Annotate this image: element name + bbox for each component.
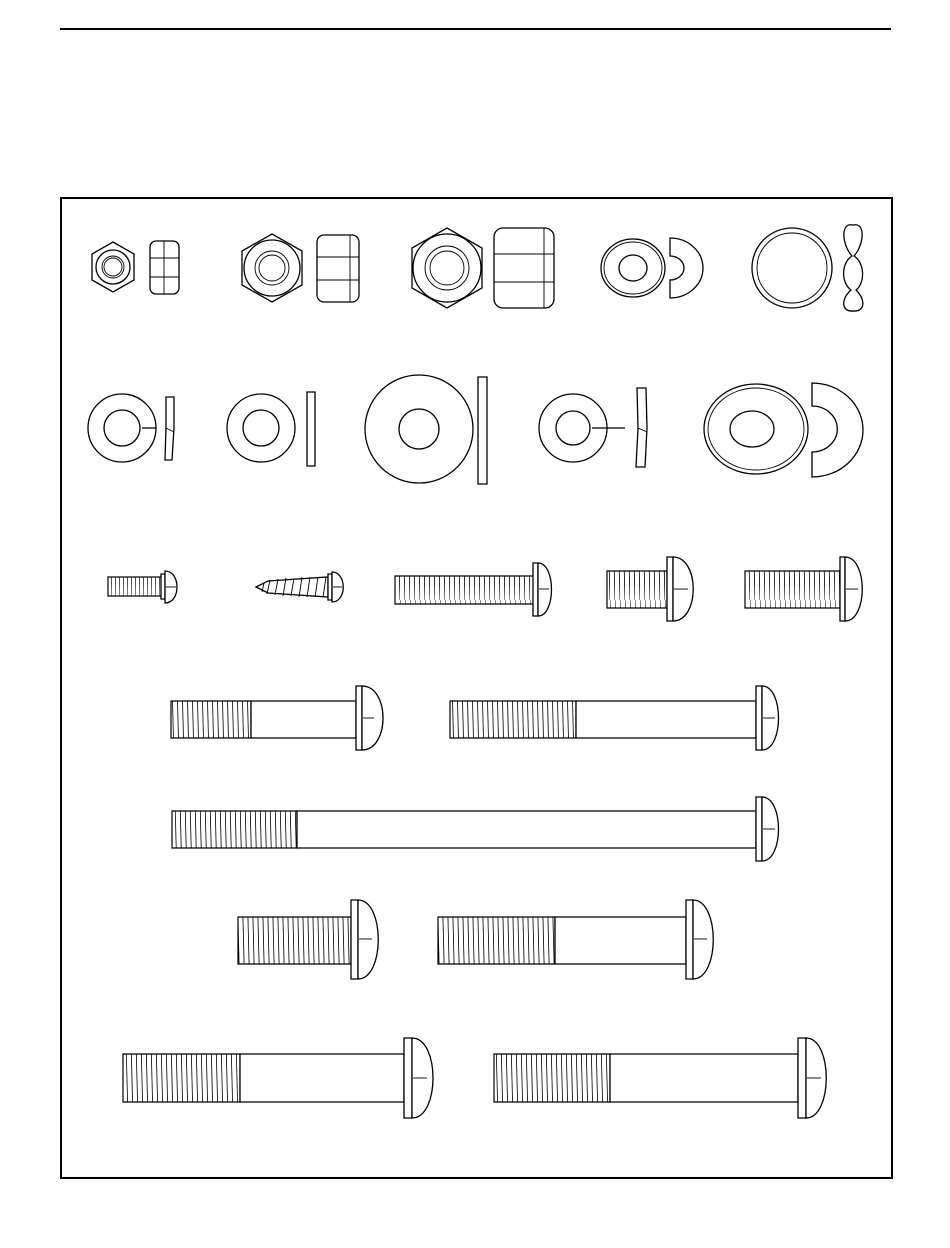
small-nylon-locknut	[92, 241, 179, 294]
medium-button-bolt	[745, 557, 862, 621]
shoulder-bolt-d	[123, 1038, 433, 1118]
small-flat-washer	[227, 392, 315, 466]
shoulder-bolt-c	[438, 900, 713, 979]
small-split-washer	[88, 394, 174, 462]
extra-long-shoulder-bolt	[172, 797, 779, 861]
large-flat-washer	[365, 375, 487, 484]
ring-and-spring-clip	[752, 225, 863, 311]
small-machine-screw	[108, 571, 177, 603]
shoulder-bolt-a	[171, 686, 383, 750]
large-nylon-locknut	[412, 228, 554, 308]
medium-split-washer	[539, 388, 647, 467]
cap-nut-washer	[601, 238, 703, 298]
button-bolt	[238, 900, 378, 979]
short-button-bolt	[607, 557, 693, 621]
shoulder-bolt-b	[450, 686, 779, 750]
curved-washer	[704, 383, 863, 477]
shoulder-bolt-e	[494, 1038, 826, 1118]
long-button-screw	[395, 563, 552, 616]
medium-nylon-locknut	[242, 234, 359, 302]
tapping-screw	[256, 572, 343, 602]
